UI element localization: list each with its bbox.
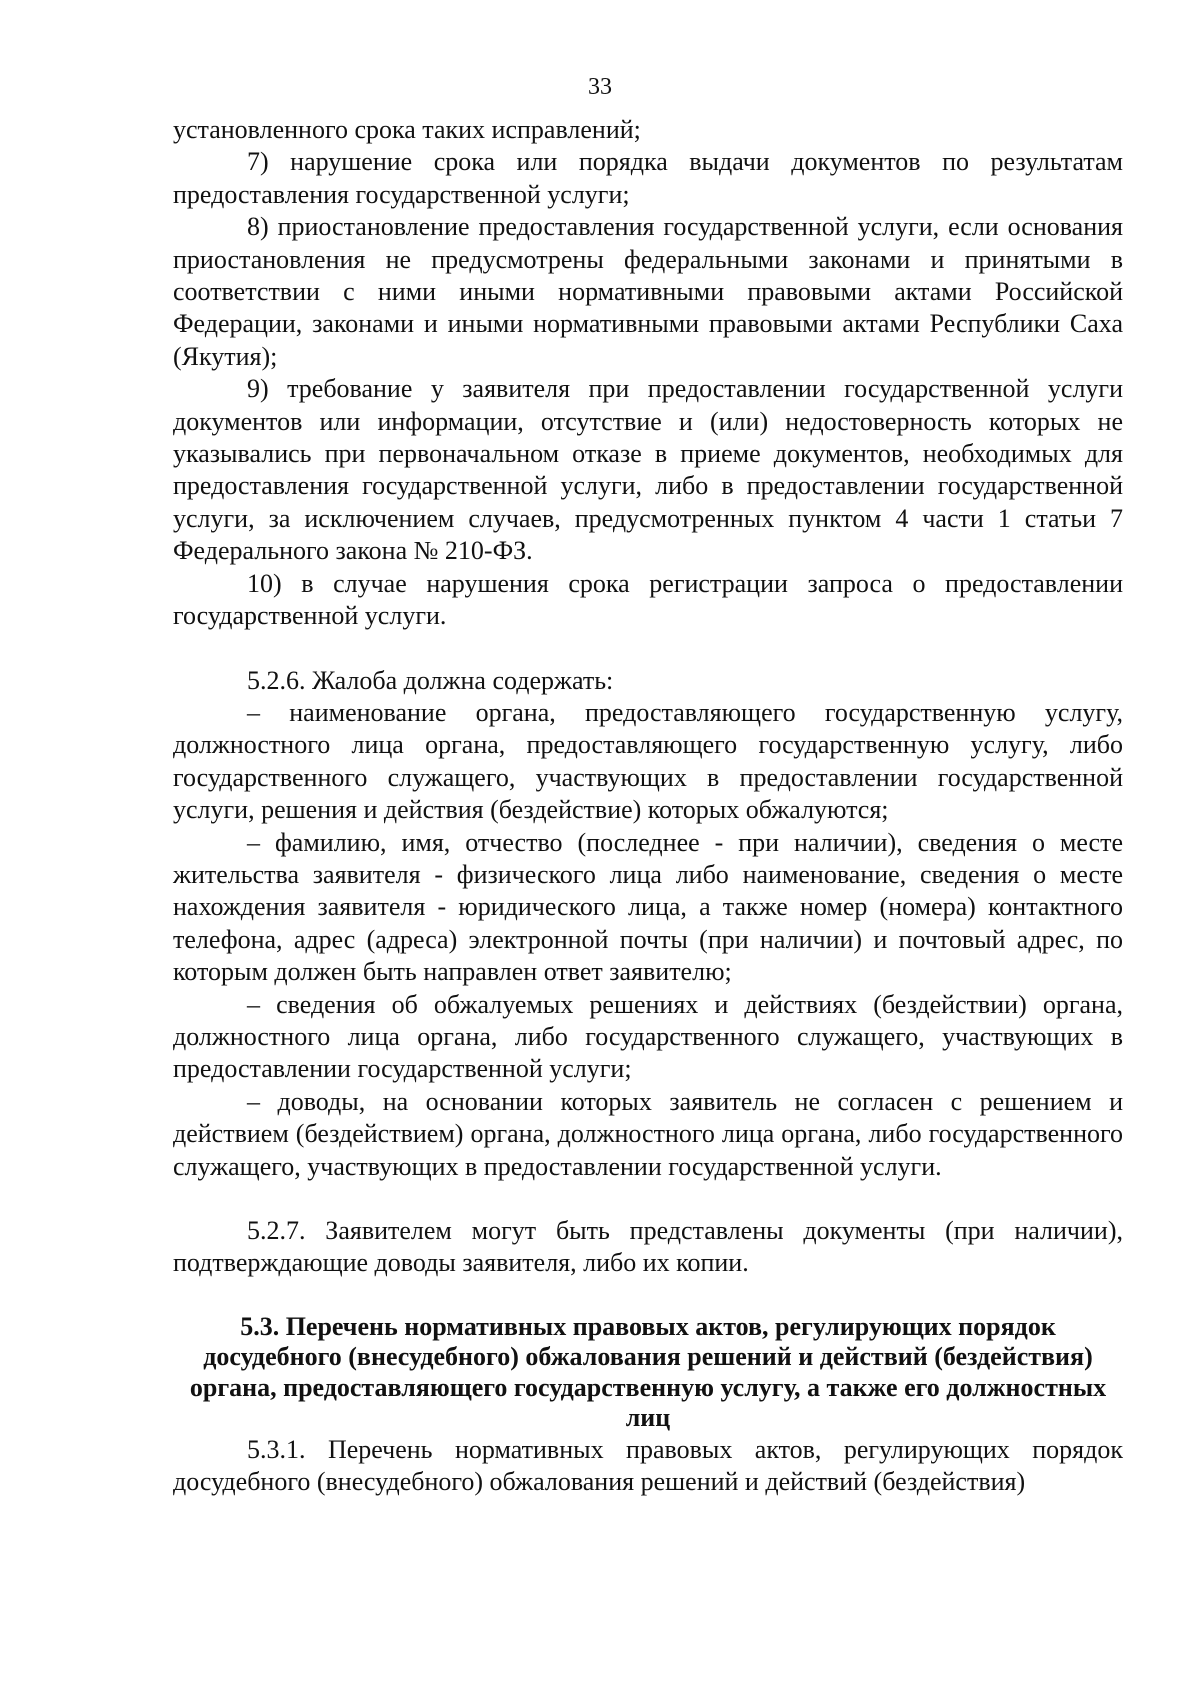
section-5-3-heading: 5.3. Перечень нормативных правовых актов, регулирующих порядок досудебного (внесудебного) обжалования решений и действий (бездействия) органа, предоставляющего государственную услугу, а также его должностных лиц (189, 1311, 1107, 1433)
section-5-2-6-title: 5.2.6. Жалоба должна содержать: (247, 665, 614, 695)
list-item-10: 10) в случае нарушения срока регистрации запроса о предоставлении государственной услуги. (173, 568, 1123, 631)
complaint-content-item: – доводы, на основании которых заявитель не согласен с решением и действием (бездействием) органа, должностного лица органа, либо государственного служащего, участвующих в предоставлении государственной услуги. (173, 1086, 1123, 1181)
complaint-content-item: – наименование органа, предоставляющего государственную услугу, должностного лица органа, предоставляющего государственную услугу, либо государственного служащего, участвующих в предоставлении государственной услуги, решения и действия (бездействие) которых обжалуются; (173, 697, 1123, 825)
list-item-7: 7) нарушение срока или порядка выдачи документов по результатам предоставления государственной услуги; (173, 147, 1123, 209)
document-body (173, 114, 1123, 1499)
list-item-8: 8) приостановление предоставления государственной услуги, если основания приостановления не предусмотрены федеральными законами и принятыми в соответствии с ними иными нормативными правовыми актами Российской Федерации, законами и иными нормативными правовыми актами Республики Саха (Якутия); (173, 212, 1123, 371)
paragraph-gap (173, 633, 1123, 665)
paragraph-continuation: установленного срока таких исправлений; (173, 115, 641, 144)
list-item-9: 9) требование у заявителя при предоставлении государственной услуги документов или информации, отсутствие и (или) недостоверность которых не указывались при первоначальном отказе в приеме документов, необходимых для предоставления государственной услуги, либо в предоставлении государственной услуги, за исключением случаев, предусмотренных пунктом 4 части 1 статьи 7 Федерального закона № 210-ФЗ. (173, 374, 1123, 566)
section-5-2-7: 5.2.7. Заявителем могут быть представлены документы (при наличии), подтверждающие доводы заявителя, либо их копии. (173, 1216, 1123, 1278)
section-5-3-1: 5.3.1. Перечень нормативных правовых актов, регулирующих порядок досудебного (внесудебного) обжалования решений и действий (бездействия) (173, 1434, 1123, 1497)
page-number: 33 (588, 74, 612, 100)
complaint-content-item: – фамилию, имя, отчество (последнее - при наличии), сведения о месте жительства заявителя - физического лица либо наименование, сведения о месте нахождения заявителя - юридического лица, а также номер (номера) контактного телефона, адрес (адреса) электронной почты (при наличии) и почтовый адрес, по которым должен быть направлен ответ заявителю; (173, 827, 1123, 987)
paragraph-gap (173, 1183, 1123, 1215)
complaint-content-item: – сведения об обжалуемых решениях и действиях (бездействии) органа, должностного лица органа, либо государственного служащего, участвующих в предоставлении государственной услуги; (173, 989, 1123, 1084)
paragraph-gap (173, 1280, 1123, 1312)
